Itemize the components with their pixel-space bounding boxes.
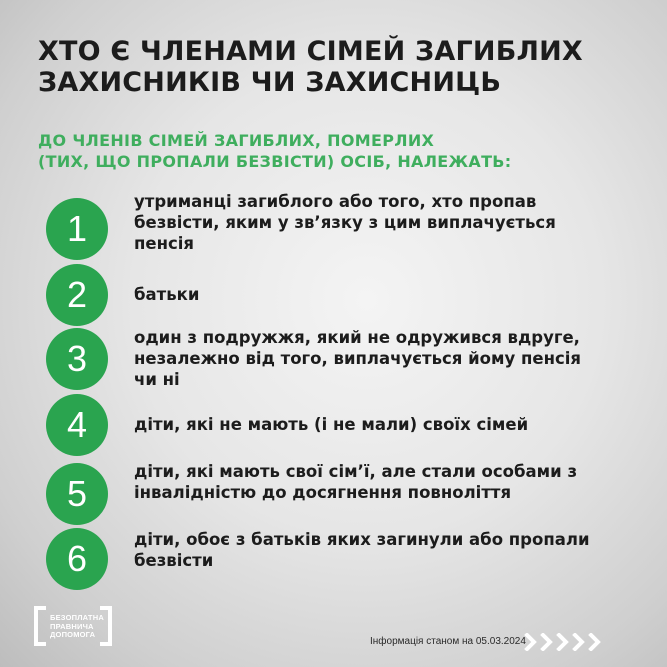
title-line-2: ЗАХИСНИКІВ ЧИ ЗАХИСНИЦЬ	[38, 67, 502, 98]
number-badge: 2	[46, 264, 108, 326]
item-text-line: безвісти, яким у зв’язку з цим виплачується	[134, 213, 556, 232]
item-text-line: діти, які мають свої сім’ї, але стали особами з	[134, 462, 578, 481]
item-text	[134, 414, 647, 435]
logo-line: ДОПОМОГА	[50, 630, 96, 639]
logo-line: ПРАВНИЧА	[50, 621, 94, 631]
item-text	[134, 284, 647, 305]
item-text-line: безвісти	[134, 551, 214, 570]
page-title	[38, 36, 583, 98]
item-text-line: утриманці загиблого або того, хто пропав	[134, 192, 537, 211]
subtitle-line-1: ДО ЧЛЕНІВ СІМЕЙ ЗАГИБЛИХ, ПОМЕРЛИХ	[38, 131, 435, 150]
item-text-line: діти, обоє з батьків яких загинули або пропали	[134, 530, 590, 549]
logo-text	[50, 614, 104, 640]
subtitle-line-2: (ТИХ, ЩО ПРОПАЛИ БЕЗВІСТИ) ОСІБ, НАЛЕЖАТЬ:	[38, 152, 512, 171]
item-text-line: інвалідністю до досягнення повноліття	[134, 483, 512, 502]
item-text-line: пенсія	[134, 234, 195, 253]
number-badge: 5	[46, 463, 108, 525]
logo-line: БЕЗОПЛАТНА	[50, 613, 104, 622]
item-text-line: діти, які не мають (і не мали) своїх сімей	[134, 415, 529, 434]
chevrons-right-icon	[524, 633, 604, 651]
item-text-line: незалежно від того, виплачується йому пенсія	[134, 349, 582, 368]
number-badge: 1	[46, 198, 108, 260]
item-text-line: чи ні	[134, 370, 180, 389]
item-text-line: один з подружжя, який не одружився вдруге,	[134, 328, 580, 347]
item-text-line: батьки	[134, 285, 200, 304]
item-text	[134, 529, 647, 571]
item-text	[134, 327, 647, 390]
bracket-logo-icon	[34, 606, 114, 650]
item-text	[134, 191, 647, 254]
info-date: Інформація станом на 05.03.2024	[370, 636, 526, 647]
subtitle	[38, 130, 512, 172]
title-line-1: ХТО Є ЧЛЕНАМИ СІМЕЙ ЗАГИБЛИХ	[38, 36, 583, 67]
item-text	[134, 461, 647, 503]
number-badge: 6	[46, 528, 108, 590]
left-bracket	[34, 606, 46, 646]
number-badge: 3	[46, 328, 108, 390]
number-badge: 4	[46, 394, 108, 456]
